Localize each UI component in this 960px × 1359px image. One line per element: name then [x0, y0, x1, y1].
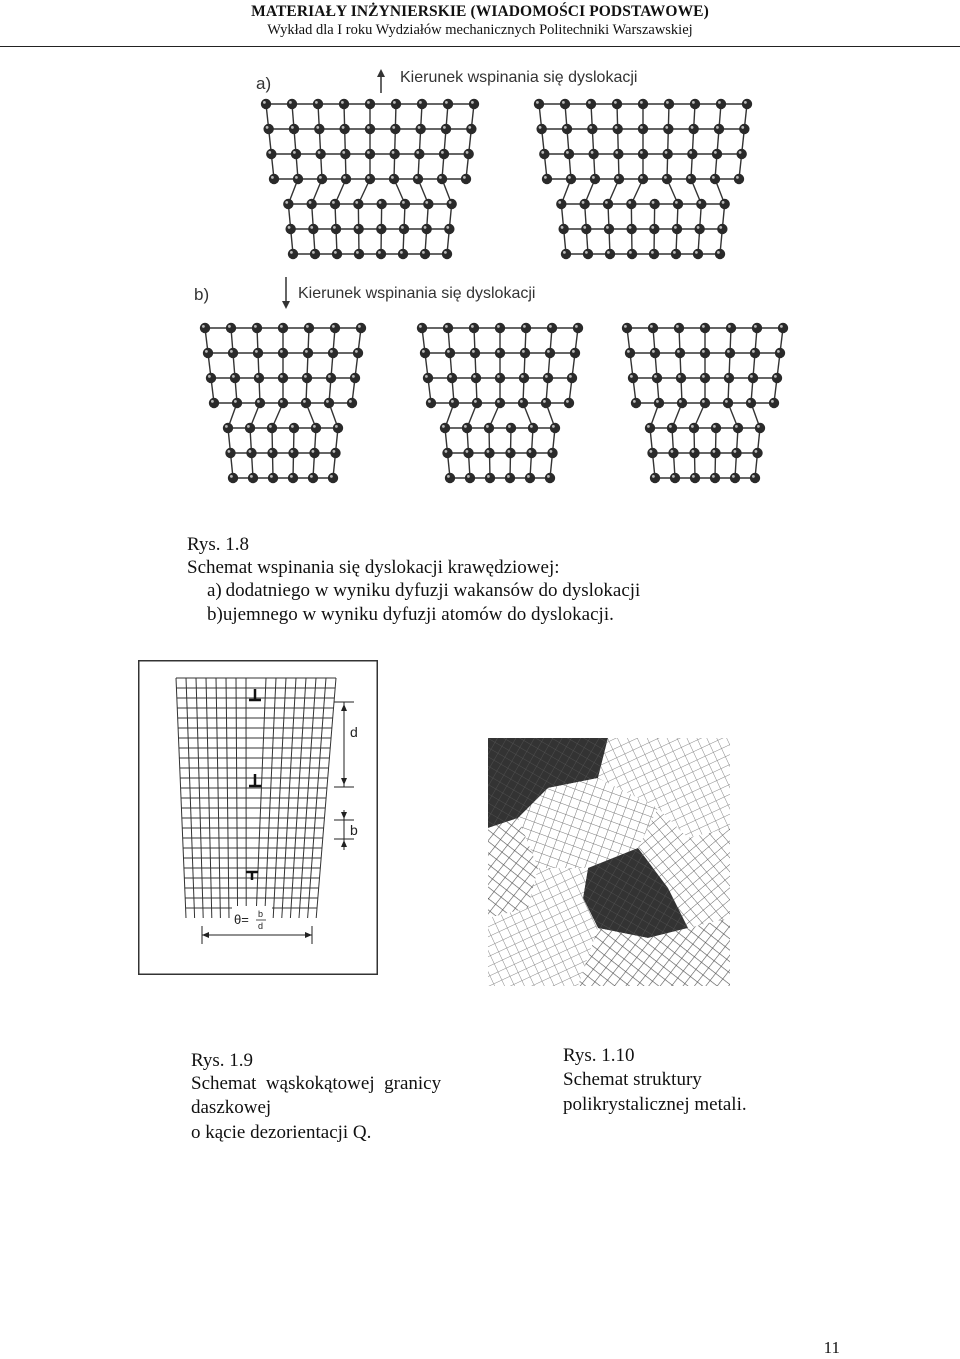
atom [505, 448, 515, 458]
figure-1-10-line1: Schemat struktury [563, 1069, 702, 1090]
atom [206, 373, 216, 383]
atom [289, 423, 299, 433]
figure-1-8-item-a: a) dodatniego w wyniku dyfuzji wakansów do dyslokacji [207, 580, 641, 601]
atom [505, 473, 515, 483]
atom [541, 398, 551, 408]
atom [309, 448, 319, 458]
atom [700, 373, 710, 383]
atom [583, 249, 593, 259]
atom [626, 199, 636, 209]
atom [261, 99, 271, 109]
atom [562, 124, 572, 134]
atom [613, 149, 623, 159]
atom [662, 174, 672, 184]
atom [330, 448, 340, 458]
atom [339, 99, 349, 109]
atom [506, 423, 516, 433]
atom [724, 373, 734, 383]
atom [545, 473, 555, 483]
atom [739, 124, 749, 134]
atom [353, 224, 363, 234]
atom [399, 224, 409, 234]
atom [443, 323, 453, 333]
atom [689, 448, 699, 458]
atom [441, 124, 451, 134]
figure-1-8-item-b: b)ujemnego w wyniku dyfuzji atomów do dyslokacji. [207, 604, 614, 625]
atom [558, 224, 568, 234]
atom [716, 99, 726, 109]
theta-denominator: d [258, 921, 264, 931]
atom [484, 448, 494, 458]
atom [550, 423, 560, 433]
atom [566, 174, 576, 184]
atom [536, 124, 546, 134]
atom [638, 149, 648, 159]
atom [604, 224, 614, 234]
atom [534, 99, 544, 109]
atom [710, 448, 720, 458]
atom [519, 373, 529, 383]
atom [686, 174, 696, 184]
label-b: b [350, 822, 358, 838]
atom [225, 448, 235, 458]
atom [310, 249, 320, 259]
atom [752, 448, 762, 458]
atom [301, 398, 311, 408]
atom [330, 199, 340, 209]
atom [671, 249, 681, 259]
atom [365, 149, 375, 159]
atom [446, 199, 456, 209]
atom [626, 224, 636, 234]
atom [230, 373, 240, 383]
atom [664, 99, 674, 109]
atom [700, 348, 710, 358]
atom [308, 224, 318, 234]
atom [694, 224, 704, 234]
atom [605, 249, 615, 259]
atom [423, 199, 433, 209]
atom [232, 398, 242, 408]
atom [278, 398, 288, 408]
atom [495, 398, 505, 408]
atom [255, 398, 265, 408]
atom [676, 373, 686, 383]
atom [347, 398, 357, 408]
atom [328, 473, 338, 483]
atom [463, 448, 473, 458]
atom [556, 199, 566, 209]
atom [353, 348, 363, 358]
atom [278, 323, 288, 333]
atom [755, 423, 765, 433]
atom [289, 124, 299, 134]
atom [581, 224, 591, 234]
atom [742, 99, 752, 109]
atom [389, 174, 399, 184]
atom [288, 249, 298, 259]
atom [463, 149, 473, 159]
atom [268, 473, 278, 483]
atom [769, 398, 779, 408]
atom [253, 348, 263, 358]
atom [417, 99, 427, 109]
atom [675, 348, 685, 358]
atom [437, 174, 447, 184]
atom [465, 473, 475, 483]
atom [696, 199, 706, 209]
atom [440, 423, 450, 433]
atom [567, 373, 577, 383]
atom [267, 423, 277, 433]
atom [484, 423, 494, 433]
atom-lattices [200, 99, 788, 483]
atom [269, 174, 279, 184]
atom [306, 199, 316, 209]
atom [350, 373, 360, 383]
atom [246, 448, 256, 458]
atom [391, 99, 401, 109]
atom [293, 174, 303, 184]
atom [652, 373, 662, 383]
panel-b-label: b) [194, 285, 210, 304]
figure-1-9-line2: daszkowej [191, 1097, 272, 1118]
atom [579, 199, 589, 209]
atom [723, 398, 733, 408]
atom [526, 448, 536, 458]
atom [564, 398, 574, 408]
atom [690, 473, 700, 483]
dislocation-climb-lattice-diagrams [170, 90, 840, 502]
atom [654, 398, 664, 408]
atom [689, 423, 699, 433]
atom [420, 249, 430, 259]
atom [638, 174, 648, 184]
atom [719, 199, 729, 209]
atom [423, 373, 433, 383]
atom [226, 323, 236, 333]
atom [447, 373, 457, 383]
atom [495, 323, 505, 333]
atom [674, 323, 684, 333]
atom [445, 473, 455, 483]
label-d: d [350, 724, 358, 740]
atom [354, 249, 364, 259]
atom [778, 323, 788, 333]
atom [303, 348, 313, 358]
document-header-title: MATERIAŁY INŻYNIERSKIE (WIADOMOŚCI PODSTAWOWE) [251, 3, 709, 20]
atom [714, 124, 724, 134]
atom [670, 473, 680, 483]
atom [645, 423, 655, 433]
figure-1-9-line3: o kącie dezorientacji Q. [191, 1122, 372, 1143]
atom [677, 398, 687, 408]
atom [314, 124, 324, 134]
figure-1-8-title: Schemat wspinania się dyslokacji krawędziowej: [187, 557, 560, 578]
atom [291, 149, 301, 159]
atom [622, 323, 632, 333]
atom [612, 124, 622, 134]
atom [302, 373, 312, 383]
atom [649, 224, 659, 234]
atom [469, 99, 479, 109]
atom [266, 149, 276, 159]
atom [495, 348, 505, 358]
atom [625, 348, 635, 358]
atom [638, 99, 648, 109]
atom [304, 323, 314, 333]
atom [730, 473, 740, 483]
atom [390, 124, 400, 134]
atom [376, 199, 386, 209]
atom [518, 398, 528, 408]
atom [400, 199, 410, 209]
atom [209, 398, 219, 408]
atom [472, 398, 482, 408]
atom [341, 174, 351, 184]
atom [278, 348, 288, 358]
atom [278, 373, 288, 383]
atom [631, 398, 641, 408]
atom [365, 124, 375, 134]
atom [725, 348, 735, 358]
atom [443, 99, 453, 109]
atom [672, 224, 682, 234]
atom [560, 99, 570, 109]
atom [710, 174, 720, 184]
atom [442, 448, 452, 458]
atom [647, 448, 657, 458]
atom [426, 398, 436, 408]
atom [365, 99, 375, 109]
panel-a-direction-label: Kierunek wspinania się dyslokacji [400, 69, 638, 86]
atom [462, 423, 472, 433]
atom [539, 149, 549, 159]
atom [590, 174, 600, 184]
atom [365, 174, 375, 184]
atom [267, 448, 277, 458]
atom [315, 149, 325, 159]
atom [356, 323, 366, 333]
atom [283, 199, 293, 209]
atom [445, 348, 455, 358]
atom [414, 149, 424, 159]
atom [668, 448, 678, 458]
atom [547, 448, 557, 458]
atom [588, 149, 598, 159]
atom [587, 124, 597, 134]
atom [715, 249, 725, 259]
atom [340, 149, 350, 159]
atom [736, 149, 746, 159]
atom [332, 249, 342, 259]
atom [564, 149, 574, 159]
atom [285, 224, 295, 234]
atom [525, 473, 535, 483]
atom [417, 323, 427, 333]
atom [248, 473, 258, 483]
atom [317, 174, 327, 184]
page-number: 11 [823, 1338, 840, 1357]
atom [711, 423, 721, 433]
atom [324, 398, 334, 408]
atom [673, 199, 683, 209]
atom [627, 249, 637, 259]
atom [750, 473, 760, 483]
atom [200, 323, 210, 333]
atom [667, 423, 677, 433]
atom [415, 124, 425, 134]
atom [413, 174, 423, 184]
atom [449, 398, 459, 408]
atom [421, 224, 431, 234]
atom [650, 473, 660, 483]
atom [442, 249, 452, 259]
atom [612, 99, 622, 109]
atom [311, 423, 321, 433]
atom [398, 249, 408, 259]
atom [570, 348, 580, 358]
atom [252, 323, 262, 333]
atom [688, 124, 698, 134]
atom [287, 99, 297, 109]
atom [376, 249, 386, 259]
atom [439, 149, 449, 159]
atom [648, 323, 658, 333]
atom [717, 224, 727, 234]
atom [775, 348, 785, 358]
atom [561, 249, 571, 259]
atom [662, 149, 672, 159]
atom [203, 348, 213, 358]
figure-1-9-number: Rys. 1.9 [191, 1050, 254, 1071]
atom [326, 373, 336, 383]
atom [649, 199, 659, 209]
atom [469, 323, 479, 333]
atom [288, 448, 298, 458]
atom [700, 398, 710, 408]
atom [650, 348, 660, 358]
figure-1-10-number: Rys. 1.10 [563, 1045, 635, 1066]
atom [245, 423, 255, 433]
figure-1-8-number: Rys. 1.8 [187, 534, 250, 555]
atom [485, 473, 495, 483]
figure-1-9-line1: Schemat wąskokątowej granicy [191, 1073, 442, 1094]
atom [466, 124, 476, 134]
atom [734, 174, 744, 184]
theta-numerator: b [258, 909, 264, 919]
atom [228, 348, 238, 358]
atom [376, 224, 386, 234]
atom [528, 423, 538, 433]
panel-a-label: a) [256, 74, 272, 93]
header-divider [0, 46, 960, 47]
atom [254, 373, 264, 383]
atom [353, 199, 363, 209]
atom [663, 124, 673, 134]
atom [313, 99, 323, 109]
atom [330, 323, 340, 333]
figure-1-10-line2: polikrystalicznej metali. [563, 1094, 747, 1115]
atom [748, 373, 758, 383]
atom [328, 348, 338, 358]
atom [542, 174, 552, 184]
atom [710, 473, 720, 483]
tilt-boundary-diagram [138, 660, 378, 975]
atom [628, 373, 638, 383]
panel-b-direction-label: Kierunek wspinania się dyslokacji [298, 285, 536, 302]
atom [444, 224, 454, 234]
atom [772, 373, 782, 383]
atom [746, 398, 756, 408]
atom [495, 373, 505, 383]
atom [308, 473, 318, 483]
atom [545, 348, 555, 358]
atom [726, 323, 736, 333]
atom [543, 373, 553, 383]
atom [733, 423, 743, 433]
atom [331, 224, 341, 234]
atom [420, 348, 430, 358]
atom [693, 249, 703, 259]
document-header-subtitle: Wykład dla I roku Wydziałów mechanicznych Politechniki Warszawskiej [267, 22, 693, 38]
atom [470, 348, 480, 358]
atom [700, 323, 710, 333]
atom [461, 174, 471, 184]
atom [586, 99, 596, 109]
atom [603, 199, 613, 209]
atom [263, 124, 273, 134]
atom [547, 323, 557, 333]
polycrystal-structure-diagram [488, 738, 730, 986]
atom [520, 348, 530, 358]
atom [750, 348, 760, 358]
atom [638, 124, 648, 134]
atom [333, 423, 343, 433]
atom [614, 174, 624, 184]
atom [389, 149, 399, 159]
atom [731, 448, 741, 458]
atom [573, 323, 583, 333]
atom [649, 249, 659, 259]
atom [687, 149, 697, 159]
atom [471, 373, 481, 383]
atom [339, 124, 349, 134]
atom [712, 149, 722, 159]
atom [223, 423, 233, 433]
atom [288, 473, 298, 483]
atom [690, 99, 700, 109]
theta-label: θ= [234, 912, 249, 927]
atom [228, 473, 238, 483]
atom [752, 323, 762, 333]
atom [521, 323, 531, 333]
